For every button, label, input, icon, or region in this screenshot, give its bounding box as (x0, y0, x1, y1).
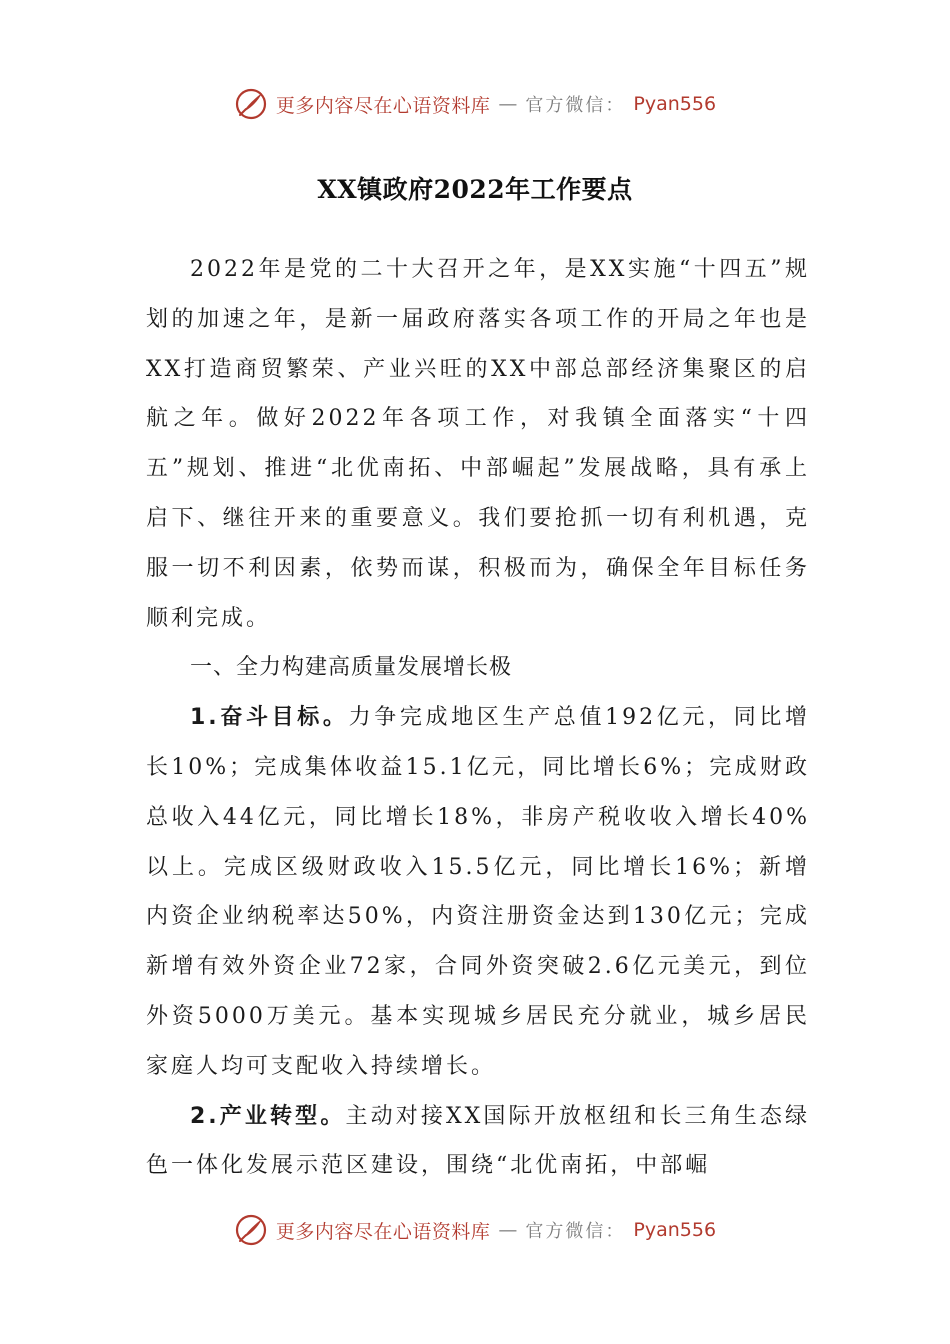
item-lead-1: 1.奋斗目标。 (190, 705, 349, 731)
item-paragraph-1 (146, 693, 810, 1091)
watermark-dash: — (498, 93, 518, 115)
watermark-dash: — (498, 1219, 518, 1241)
item-body-2: 主动对接XX国际开放枢纽和长三角生态绿色一体化发展示范区建设，围绕“北优南拓，中部崛 (146, 1103, 810, 1179)
quill-logo-icon (234, 1213, 268, 1247)
watermark-wechat-id: Pyan556 (633, 1219, 717, 1241)
document-body (146, 245, 810, 1191)
watermark-footer (0, 1210, 950, 1250)
item-body-1: 力争完成地区生产总值192亿元，同比增长10%；完成集体收益15.1亿元，同比增长6%；完成财政总收入44亿元，同比增长18%，非房产税收收入增长40%以上。完成区级财政收入15.5亿元，同比增长16%；新增内资企业纳税率达50%，内资注册资金达到130亿元；完成新增有效外资企业72家，合同外资突破2.6亿元美元，到位外资5000万美元。基本实现城乡居民充分就业，城乡居民家庭人均可支配收入持续增长。 (146, 705, 810, 1079)
item-lead-2: 2.产业转型。 (190, 1103, 346, 1129)
document-title: XX镇政府2022年工作要点 (317, 175, 633, 204)
section-heading-1: 一、全力构建高质量发展增长极 (190, 655, 513, 681)
item-paragraph-2 (146, 1092, 810, 1192)
quill-logo-icon (234, 87, 268, 121)
watermark-header (0, 84, 950, 124)
watermark-wechat-label: 官方微信： (525, 1221, 626, 1242)
watermark-brand-text: 更多内容尽在心语资料库 (275, 1220, 491, 1243)
watermark-wechat-label: 官方微信： (525, 95, 626, 116)
watermark-wechat-id: Pyan556 (633, 93, 717, 115)
intro-paragraph: 2022年是党的二十大召开之年，是XX实施“十四五”规划的加速之年，是新一届政府落实各项工作的开局之年也是XX打造商贸繁荣、产业兴旺的XX中部总部经济集聚区的启航之年。做好2022年各项工作，对我镇全面落实“十四五”规划、推进“北优南拓、中部崛起”发展战略，具有承上启下、继往开来的重要意义。我们要抢抓一切有利机遇，克服一切不利因素，依势而谋，积极而为，确保全年目标任务顺利完成。 (146, 257, 810, 631)
watermark-brand-text: 更多内容尽在心语资料库 (275, 94, 491, 117)
